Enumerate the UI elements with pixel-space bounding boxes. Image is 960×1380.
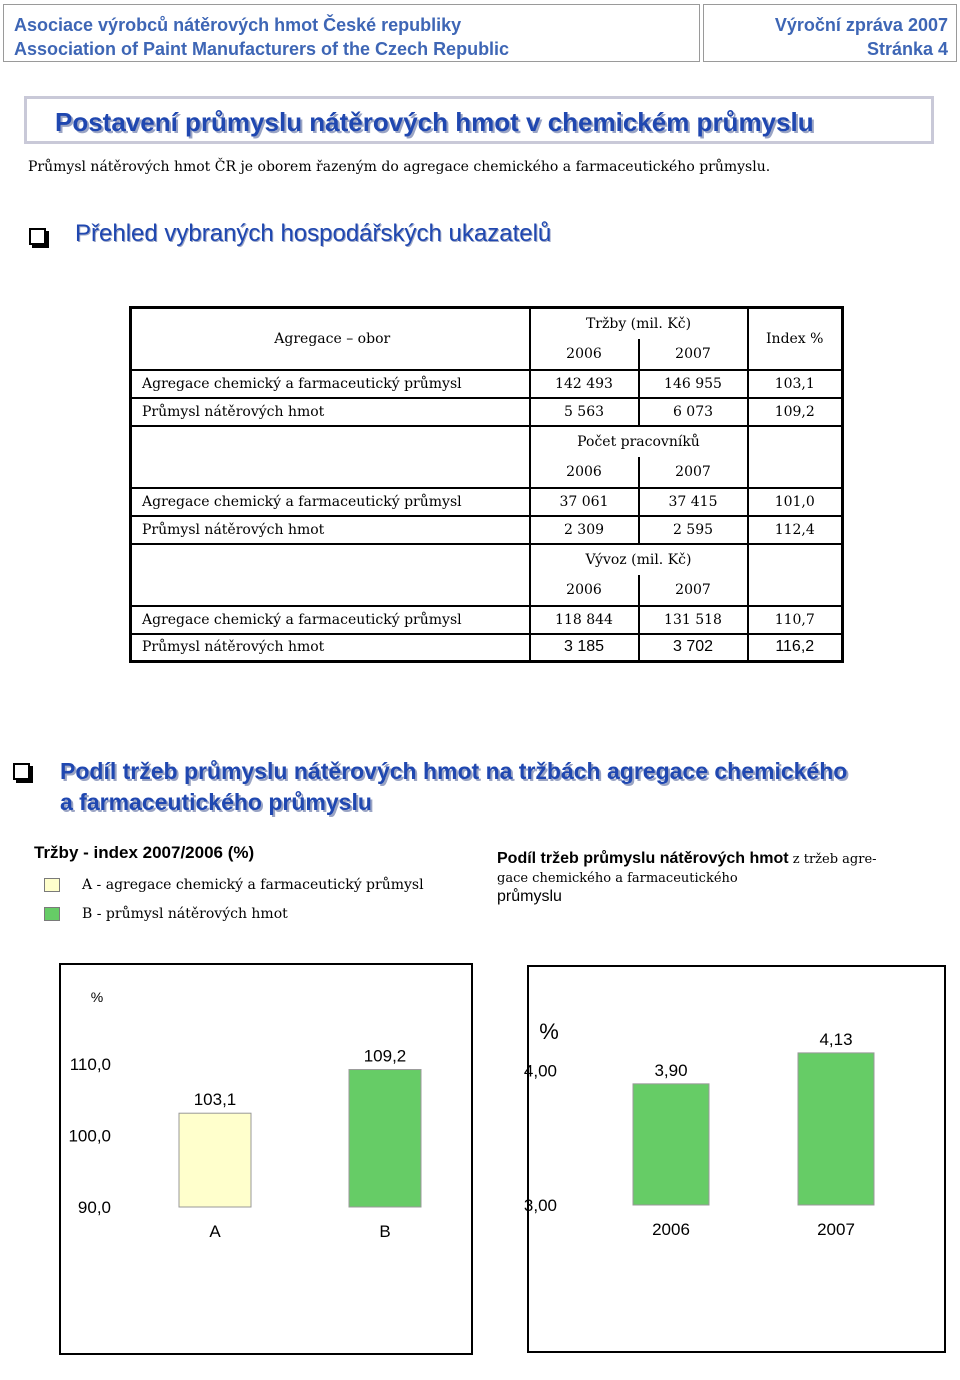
section-heading-line1: Podíl tržeb průmyslu nátěrových hmot na tržbách agregace chemického bbox=[60, 758, 848, 784]
value-2007: 3 702 bbox=[639, 634, 748, 662]
empty-index-cell bbox=[748, 426, 843, 488]
table-row bbox=[131, 370, 843, 398]
header-report-box bbox=[703, 4, 957, 62]
intro-text: Průmysl nátěrových hmot ČR je oborem řazeným do agregace chemického a farmaceutického průmyslu. bbox=[28, 159, 771, 175]
row-label: Průmysl nátěrových hmot bbox=[131, 516, 530, 544]
chart-share-frame bbox=[523, 965, 946, 1353]
y-tick-label: 4,00 bbox=[523, 1061, 557, 1081]
year-header: 2007 bbox=[639, 339, 748, 370]
legend-item-a bbox=[44, 877, 424, 893]
chart-index-svg bbox=[61, 965, 471, 1353]
data-label: 4,13 bbox=[819, 1029, 853, 1049]
empty-label-cell bbox=[131, 544, 530, 606]
year-header: 2006 bbox=[530, 575, 639, 606]
report-title: Výroční zpráva 2007 bbox=[774, 15, 948, 35]
index-value: 116,2 bbox=[748, 634, 843, 662]
group-heading: Vývoz (mil. Kč) bbox=[530, 544, 748, 575]
share-title-part-c: průmyslu bbox=[497, 888, 562, 905]
row-label: Agregace chemický a farmaceutický průmysl bbox=[131, 370, 530, 398]
table-row bbox=[131, 398, 843, 426]
value-2007: 37 415 bbox=[639, 488, 748, 516]
chart-share-svg bbox=[523, 967, 944, 1351]
value-2006: 142 493 bbox=[530, 370, 639, 398]
year-header: 2007 bbox=[639, 575, 748, 606]
legend-swatch-a bbox=[44, 878, 60, 892]
data-label: 109,2 bbox=[363, 1046, 407, 1066]
y-tick-label: 110,0 bbox=[69, 1054, 111, 1074]
group-heading: Počet pracovníků bbox=[530, 426, 748, 457]
row-label: Agregace chemický a farmaceutický průmysl bbox=[131, 606, 530, 634]
legend-label-b: B - průmysl nátěrových hmot bbox=[82, 906, 288, 922]
data-label: 3,90 bbox=[654, 1060, 688, 1080]
y-axis-label: % bbox=[90, 989, 104, 1005]
index-value: 109,2 bbox=[748, 398, 843, 426]
empty-index-cell bbox=[748, 544, 843, 606]
bar bbox=[179, 1113, 251, 1207]
x-tick-label: A bbox=[209, 1222, 221, 1241]
bullet-box-icon bbox=[13, 763, 30, 780]
value-2007: 6 073 bbox=[639, 398, 748, 426]
section-heading-line2: a farmaceutického průmyslu bbox=[60, 789, 372, 815]
bar bbox=[798, 1053, 874, 1205]
legend-item-b bbox=[44, 906, 288, 922]
index-value: 112,4 bbox=[748, 516, 843, 544]
column-header-label: Agregace – obor bbox=[131, 308, 530, 370]
share-title-part-a: z tržeb agre- bbox=[788, 852, 877, 867]
section-heading-indicators: Přehled vybraných hospodářských ukazatelů bbox=[75, 220, 552, 247]
column-header-index: Index % bbox=[748, 308, 843, 370]
y-tick-label: 100,0 bbox=[68, 1126, 111, 1146]
header-organization-box bbox=[3, 4, 700, 62]
empty-label-cell bbox=[131, 426, 530, 488]
table-row bbox=[131, 634, 843, 662]
page-title: Postavení průmyslu nátěrových hmot v chemickém průmyslu bbox=[55, 107, 814, 137]
index-value: 103,1 bbox=[748, 370, 843, 398]
row-label: Průmysl nátěrových hmot bbox=[131, 634, 530, 662]
value-2006: 37 061 bbox=[530, 488, 639, 516]
y-tick-label: 3,00 bbox=[523, 1196, 557, 1215]
legend-label-a: A - agregace chemický a farmaceutický průmysl bbox=[82, 877, 424, 893]
value-2007: 131 518 bbox=[639, 606, 748, 634]
share-chart-title bbox=[497, 850, 937, 906]
table-row bbox=[131, 516, 843, 544]
table-row bbox=[131, 606, 843, 634]
index-value: 101,0 bbox=[748, 488, 843, 516]
legend-swatch-b bbox=[44, 907, 60, 921]
y-axis-label: % bbox=[539, 1019, 559, 1044]
bar bbox=[349, 1070, 421, 1207]
index-value: 110,7 bbox=[748, 606, 843, 634]
year-header: 2007 bbox=[639, 457, 748, 488]
value-2006: 118 844 bbox=[530, 606, 639, 634]
group-heading: Tržby (mil. Kč) bbox=[530, 308, 748, 339]
chart-index-frame bbox=[59, 963, 473, 1355]
org-name-en: Association of Paint Manufacturers of the Czech Republic bbox=[14, 39, 510, 59]
value-2006: 5 563 bbox=[530, 398, 639, 426]
share-title-bold: Podíl tržeb průmyslu nátěrových hmot bbox=[497, 850, 789, 867]
bullet-box-icon bbox=[29, 228, 46, 245]
page-title-box bbox=[24, 96, 934, 144]
x-tick-label: 2006 bbox=[652, 1220, 690, 1239]
bar bbox=[633, 1084, 709, 1205]
indicators-table bbox=[129, 306, 844, 663]
row-label: Agregace chemický a farmaceutický průmysl bbox=[131, 488, 530, 516]
value-2006: 2 309 bbox=[530, 516, 639, 544]
legend-title: Tržby - index 2007/2006 (%) bbox=[34, 843, 255, 862]
value-2006: 3 185 bbox=[530, 634, 639, 662]
section-heading-share bbox=[60, 756, 847, 818]
row-label: Průmysl nátěrových hmot bbox=[131, 398, 530, 426]
share-title-part-b: gace chemického a farmaceutického bbox=[497, 871, 738, 886]
org-name-cz: Asociace výrobců nátěrových hmot České republiky bbox=[14, 15, 462, 35]
x-tick-label: 2007 bbox=[817, 1220, 855, 1239]
table-row bbox=[131, 488, 843, 516]
x-tick-label: B bbox=[379, 1222, 391, 1241]
year-header: 2006 bbox=[530, 457, 639, 488]
y-tick-label: 90,0 bbox=[77, 1198, 111, 1217]
value-2007: 146 955 bbox=[639, 370, 748, 398]
page-number: Stránka 4 bbox=[866, 39, 948, 59]
year-header: 2006 bbox=[530, 339, 639, 370]
data-label: 103,1 bbox=[193, 1090, 237, 1110]
value-2007: 2 595 bbox=[639, 516, 748, 544]
